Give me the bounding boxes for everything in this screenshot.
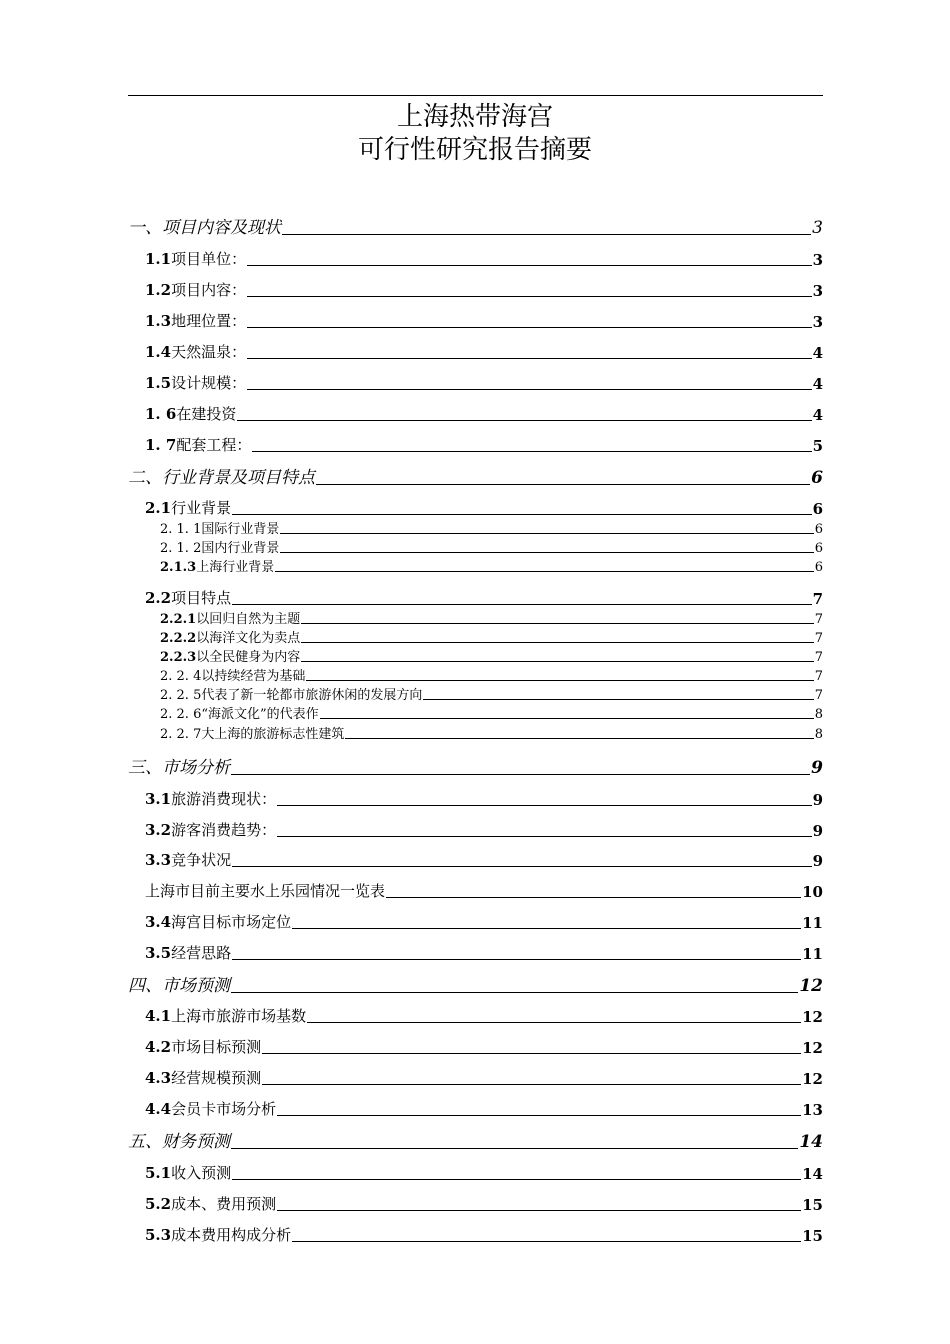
- toc-entry[interactable]: [145, 1194, 823, 1214]
- toc-page-number: 12: [802, 1008, 823, 1026]
- toc-page-number: 6: [814, 541, 823, 556]
- toc-entry-label: [145, 1193, 276, 1214]
- toc-page-number: 11: [802, 945, 823, 963]
- toc-entry-label: [145, 587, 231, 608]
- toc-entry-number: 2.2.2: [160, 631, 197, 646]
- toc-page-number: 7: [814, 631, 823, 646]
- toc-leader-line: [262, 1053, 801, 1054]
- toc-entry-label: [145, 434, 251, 455]
- toc-entry-number: 2.2.3: [160, 650, 197, 665]
- toc-entry-number: 3.3: [145, 851, 172, 869]
- toc-entry-text: 国际行业背景: [201, 522, 280, 537]
- toc-entry-label: [145, 341, 246, 362]
- toc-entry-number: 3.4: [145, 913, 172, 931]
- toc-entry-label: [160, 518, 279, 537]
- toc-entry[interactable]: [128, 1130, 823, 1152]
- toc-entry-text: 代表了新一轮都市旅游休闲的发展方向: [201, 688, 423, 703]
- toc-entry-label: [145, 403, 236, 424]
- toc-entry[interactable]: [145, 498, 823, 518]
- toc-entry-label: [145, 819, 276, 840]
- toc-entry[interactable]: [145, 1163, 823, 1183]
- toc-leader-line: [247, 296, 811, 297]
- toc-entry-text: 项目特点: [171, 589, 232, 607]
- toc-entry-number: 1. 7: [145, 436, 177, 454]
- toc-entry[interactable]: [128, 974, 823, 996]
- toc-leader-line: [306, 680, 813, 681]
- toc-entry-label: [145, 880, 385, 901]
- toc-entry-text: 配套工程：: [176, 436, 252, 454]
- toc-entry-number: 3.5: [145, 944, 172, 962]
- toc-leader-line: [282, 234, 811, 235]
- toc-entry-text: 设计规模：: [171, 374, 247, 392]
- toc-leader-line: [247, 265, 811, 266]
- toc-leader-line: [247, 358, 811, 359]
- toc-entry-number: 2.1: [145, 499, 172, 517]
- toc-entry[interactable]: [145, 1225, 823, 1245]
- toc-entry[interactable]: [145, 311, 823, 331]
- toc-entry-number: 4.2: [145, 1038, 172, 1056]
- toc-entry-label: [145, 1162, 231, 1183]
- toc-entry-label: [128, 971, 230, 996]
- toc-entry-number: 5.1: [145, 1164, 172, 1182]
- toc-leader-line: [301, 623, 814, 624]
- toc-entry-text: 天然温泉：: [171, 343, 247, 361]
- toc-entry-text: 收入预测: [171, 1164, 232, 1182]
- toc-leader-line: [232, 959, 801, 960]
- toc-entry[interactable]: [145, 789, 823, 809]
- toc-entry[interactable]: [160, 667, 823, 684]
- toc-page-number: 6: [811, 468, 823, 488]
- toc-entry-label: [145, 497, 231, 518]
- toc-entry-text: 上海市目前主要水上乐园情况一览表: [145, 882, 386, 900]
- toc-leader-line: [231, 774, 810, 775]
- toc-page-number: 15: [802, 1227, 823, 1245]
- toc-entry-text: 海宫目标市场定位: [171, 913, 292, 931]
- toc-page-number: 7: [814, 650, 823, 665]
- toc-entry[interactable]: [145, 1068, 823, 1088]
- toc-entry-label: [160, 627, 300, 646]
- document-title: 上海热带海宫: [396, 102, 553, 132]
- toc-page-number: 13: [802, 1101, 823, 1119]
- toc-leader-line: [262, 1084, 801, 1085]
- toc-entry-label: [145, 310, 246, 331]
- toc-entry[interactable]: [160, 520, 823, 537]
- toc-entry-label: [160, 684, 422, 703]
- toc-entry[interactable]: [145, 912, 823, 932]
- toc-entry[interactable]: [145, 943, 823, 963]
- toc-entry-text: 项目单位：: [171, 250, 247, 268]
- toc-entry-label: [160, 537, 279, 556]
- toc-page-number: 4: [812, 344, 823, 362]
- toc-entry-text: 行业背景: [171, 499, 232, 517]
- toc-page-number: 10: [802, 883, 823, 901]
- toc-leader-line: [316, 484, 810, 485]
- toc-entry-label: [128, 463, 315, 488]
- toc-entry-number: 5.2: [145, 1195, 172, 1213]
- toc-page-number: 15: [802, 1196, 823, 1214]
- toc-entry-label: [160, 556, 274, 575]
- toc-entry-text: 在建投资: [176, 405, 237, 423]
- toc-entry-text: 会员卡市场分析: [171, 1100, 277, 1118]
- toc-page-number: 7: [814, 612, 823, 627]
- toc-entry-number: 4.3: [145, 1069, 172, 1087]
- toc-entry-text: 竞争状况: [171, 851, 232, 869]
- toc-entry-label: [145, 1224, 291, 1245]
- toc-page-number: 6: [814, 560, 823, 575]
- toc-entry[interactable]: [145, 850, 823, 870]
- toc-entry-text: 上海市旅游市场基数: [171, 1007, 307, 1025]
- toc-leader-line: [275, 571, 814, 572]
- toc-entry-text: 市场目标预测: [171, 1038, 262, 1056]
- toc-entry-text: 以回归自然为主题: [196, 612, 301, 627]
- toc-leader-line: [252, 451, 811, 452]
- toc-page-number: 6: [814, 522, 823, 537]
- toc-entry[interactable]: [145, 404, 823, 424]
- toc-entry[interactable]: [145, 588, 823, 608]
- toc-page-number: 14: [799, 1132, 823, 1152]
- toc-leader-line: [301, 661, 814, 662]
- toc-leader-line: [320, 718, 814, 719]
- toc-entry-number: 1.4: [145, 343, 172, 361]
- toc-entry-label: [145, 911, 291, 932]
- toc-leader-line: [247, 389, 811, 390]
- toc-entry-text: 成本、费用预测: [171, 1195, 277, 1213]
- toc-leader-line: [307, 1022, 801, 1023]
- toc-entry-label: [128, 1127, 230, 1152]
- toc-page-number: 12: [802, 1070, 823, 1088]
- toc-page-number: 4: [812, 406, 823, 424]
- toc-entry[interactable]: [128, 756, 823, 778]
- toc-page-number: 3: [812, 251, 823, 269]
- toc-entry-text: 地理位置：: [171, 312, 247, 330]
- toc-entry[interactable]: [128, 216, 823, 238]
- toc-entry-label: [128, 753, 230, 778]
- toc-entry-label: [145, 372, 246, 393]
- toc-page-number: 3: [812, 282, 823, 300]
- toc-entry[interactable]: [145, 820, 823, 840]
- toc-entry-text: 三、市场分析: [128, 758, 230, 778]
- toc-entry-text: 五、财务预测: [128, 1132, 230, 1152]
- toc-entry-text: “海派文化”的代表作: [201, 707, 319, 722]
- toc-page-number: 11: [802, 914, 823, 932]
- toc-page-number: 7: [814, 669, 823, 684]
- toc-entry-number: 2. 1. 1: [160, 522, 202, 537]
- toc-entry-text: 经营规模预测: [171, 1069, 262, 1087]
- toc-leader-line: [292, 1241, 801, 1242]
- toc-entry-number: 1.1: [145, 250, 172, 268]
- toc-leader-line: [231, 1148, 798, 1149]
- toc-entry[interactable]: [160, 686, 823, 703]
- toc-entry-number: 2. 1. 2: [160, 541, 202, 556]
- toc-entry-text: 以持续经营为基础: [201, 669, 306, 684]
- toc-entry[interactable]: [145, 1006, 823, 1026]
- toc-entry-label: [145, 788, 276, 809]
- toc-entry-text: 项目内容：: [171, 281, 247, 299]
- toc-entry-text: 以海洋文化为卖点: [196, 631, 301, 646]
- toc-entry-number: 2. 2. 5: [160, 688, 202, 703]
- toc-entry-number: 2.2.1: [160, 612, 197, 627]
- toc-entry-label: [145, 248, 246, 269]
- toc-entry-text: 以全民健身为内容: [196, 650, 301, 665]
- toc-entry-text: 上海行业背景: [196, 560, 275, 575]
- toc-page-number: 14: [802, 1165, 823, 1183]
- toc-entry-number: 2. 2. 4: [160, 669, 202, 684]
- toc-page-number: 5: [812, 437, 823, 455]
- toc-entry-number: 2.1.3: [160, 560, 197, 575]
- toc-entry-number: 4.1: [145, 1007, 172, 1025]
- toc-leader-line: [423, 699, 813, 700]
- toc-entry-number: 2. 2. 7: [160, 727, 202, 742]
- toc-entry[interactable]: [160, 539, 823, 556]
- toc-entry-text: 大上海的旅游标志性建筑: [201, 727, 345, 742]
- toc-leader-line: [232, 604, 811, 605]
- toc-entry-number: 3.2: [145, 821, 172, 839]
- toc-entry[interactable]: [160, 629, 823, 646]
- toc-entry-text: 一、项目内容及现状: [128, 218, 281, 238]
- toc-page-number: 9: [812, 822, 823, 840]
- toc-page-number: 3: [812, 313, 823, 331]
- toc-entry[interactable]: [145, 373, 823, 393]
- toc-entry[interactable]: [145, 1099, 823, 1119]
- toc-page-number: 12: [802, 1039, 823, 1057]
- toc-page-number: 7: [812, 590, 823, 608]
- toc-page-number: 6: [812, 500, 823, 518]
- toc-entry-label: [145, 1067, 261, 1088]
- toc-entry-label: [160, 608, 300, 627]
- header-rule: [128, 95, 823, 96]
- toc-entry-number: 1.5: [145, 374, 172, 392]
- toc-leader-line: [277, 836, 811, 837]
- toc-leader-line: [280, 533, 813, 534]
- toc-entry[interactable]: [160, 725, 823, 742]
- toc-entry-number: 4.4: [145, 1100, 172, 1118]
- toc-entry-text: 二、行业背景及项目特点: [128, 468, 315, 488]
- toc-page-number: 7: [814, 688, 823, 703]
- toc-entry[interactable]: [145, 435, 823, 455]
- document-subtitle: 可行性研究报告摘要: [357, 135, 592, 165]
- toc-entry-text: 游客消费趋势：: [171, 821, 277, 839]
- toc-entry-number: 1. 6: [145, 405, 177, 423]
- toc-entry-number: 2. 2. 6: [160, 707, 202, 722]
- toc-page-number: 9: [811, 758, 823, 778]
- toc-entry-label: [160, 665, 305, 684]
- toc-entry-number: 2.2: [145, 589, 172, 607]
- toc-leader-line: [280, 552, 813, 553]
- toc-leader-line: [247, 327, 811, 328]
- toc-entry-number: 3.1: [145, 790, 172, 808]
- toc-leader-line: [345, 738, 813, 739]
- toc-entry-label: [128, 213, 281, 238]
- toc-entry-label: [145, 279, 246, 300]
- toc-leader-line: [232, 866, 811, 867]
- toc-entry[interactable]: [145, 249, 823, 269]
- toc-leader-line: [301, 642, 814, 643]
- toc-entry-label: [160, 723, 344, 742]
- toc-page-number: 4: [812, 375, 823, 393]
- toc-entry[interactable]: [160, 610, 823, 627]
- toc-entry-label: [160, 703, 319, 722]
- toc-page-number: 8: [814, 727, 823, 742]
- toc-entry-number: 5.3: [145, 1226, 172, 1244]
- toc-entry[interactable]: [145, 881, 823, 901]
- toc-entry-number: 1.3: [145, 312, 172, 330]
- toc-entry-text: 国内行业背景: [201, 541, 280, 556]
- toc-leader-line: [277, 1210, 801, 1211]
- toc-entry-label: [145, 1005, 306, 1026]
- toc-leader-line: [237, 420, 811, 421]
- toc-entry-text: 四、市场预测: [128, 976, 230, 996]
- toc-entry[interactable]: [160, 558, 823, 575]
- toc-entry-text: 经营思路: [171, 944, 232, 962]
- toc-page-number: 3: [812, 218, 823, 238]
- toc-entry[interactable]: [160, 705, 823, 722]
- toc-entry-label: [160, 646, 300, 665]
- toc-leader-line: [292, 928, 801, 929]
- toc-page-number: 8: [814, 707, 823, 722]
- toc-entry-text: 成本费用构成分析: [171, 1226, 292, 1244]
- toc-leader-line: [277, 1115, 801, 1116]
- toc-entry-label: [145, 1098, 276, 1119]
- toc-entry[interactable]: [145, 1037, 823, 1057]
- toc-leader-line: [232, 1179, 801, 1180]
- toc-page-number: 12: [799, 976, 823, 996]
- toc-entry[interactable]: [128, 466, 823, 488]
- toc-leader-line: [277, 805, 811, 806]
- toc-entry-text: 旅游消费现状：: [171, 790, 277, 808]
- toc-page-number: 9: [812, 791, 823, 809]
- toc-leader-line: [232, 514, 811, 515]
- toc-entry-label: [145, 849, 231, 870]
- toc-entry[interactable]: [160, 648, 823, 665]
- toc-leader-line: [231, 992, 798, 993]
- toc-page-number: 9: [812, 852, 823, 870]
- toc-entry-label: [145, 1036, 261, 1057]
- toc-entry-label: [145, 942, 231, 963]
- toc-entry[interactable]: [145, 342, 823, 362]
- toc-entry[interactable]: [145, 280, 823, 300]
- toc-leader-line: [386, 897, 801, 898]
- toc-entry-number: 1.2: [145, 281, 172, 299]
